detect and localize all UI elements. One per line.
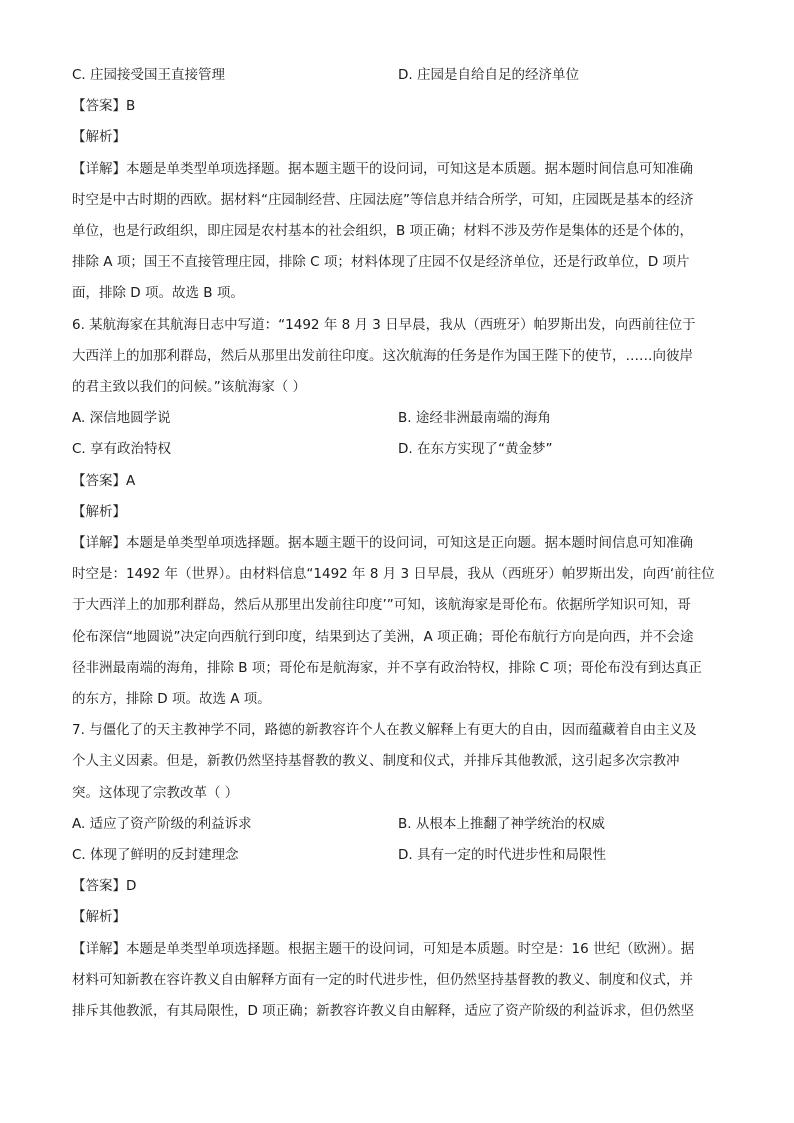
q6-option-b[interactable]: B. 途经非洲最南端的海角 bbox=[398, 410, 551, 427]
q6-stem-line: 6. 某航海家在其航海日志中写道：“1492 年 8 月 3 日早晨，我从（西班牙）帕罗斯出发，向西前往位于 bbox=[72, 316, 696, 333]
q5-explanation-line: 单位，也是行政组织，即庄园是农村基本的社会组织，B 项正确；材料不涉及劳作是集体的还是个体的， bbox=[72, 223, 694, 240]
q6-explanation-line: 的东方，排除 D 项。故选 A 项。 bbox=[72, 691, 271, 708]
q5-explanation-line: 排除 A 项；国王不直接管理庄园，排除 C 项；材料体现了庄园不仅是经济单位，还是行政单位，D 项片 bbox=[72, 254, 690, 271]
q7-options-row-ab bbox=[72, 809, 724, 840]
q5-analysis-label: 【解析】 bbox=[72, 129, 126, 146]
q7-explanation-line: 【详解】本题是单类型单项选择题。根据主题干的设问词，可知是本质题。时空是：16 世纪（欧洲）。据 bbox=[72, 940, 695, 957]
q7-explanation-line: 排斥其他教派，有其局限性，D 项正确；新教容许教义自由解释，适应了资产阶级的利益诉求，但仍然坚 bbox=[72, 1003, 695, 1020]
q6-stem-line: 大西洋上的加那利群岛，然后从那里出发前往印度。这次航海的任务是作为国王陛下的使节，……向彼岸 bbox=[72, 347, 693, 364]
q6-options-row-cd bbox=[72, 434, 724, 465]
q7-options-row-cd bbox=[72, 840, 724, 871]
q6-explanation-line: 径非洲最南端的海角，排除 B 项；哥伦布是航海家，并不享有政治特权，排除 C 项；哥伦布没有到达真正 bbox=[72, 659, 702, 676]
q6-option-d[interactable]: D. 在东方实现了“黄金梦” bbox=[398, 441, 553, 458]
q6-explanation-line: 伦布深信“地圆说”决定向西航行到印度，结果到达了美洲，A 项正确；哥伦布航行方向是向西，并不会途 bbox=[72, 628, 694, 645]
q5-answer: 【答案】B bbox=[72, 98, 136, 115]
q6-analysis-label: 【解析】 bbox=[72, 503, 126, 520]
q7-analysis-label: 【解析】 bbox=[72, 909, 126, 926]
q5-explanation-line: 时空是中古时期的西欧。据材料“庄园制经营、庄园法庭”等信息并结合所学，可知，庄园既是基本的经济 bbox=[72, 191, 694, 208]
q7-option-c[interactable]: C. 体现了鲜明的反封建理念 bbox=[72, 847, 239, 864]
q5-explanation-line: 面，排除 D 项。故选 B 项。 bbox=[72, 285, 244, 302]
q6-stem-line: 的君主致以我们的问候。”该航海家（ ） bbox=[72, 379, 307, 396]
q7-stem-line: 突。这体现了宗教改革（ ） bbox=[72, 784, 239, 801]
q6-option-c[interactable]: C. 享有政治特权 bbox=[72, 441, 172, 458]
q6-explanation-line: 于大西洋上的加那利群岛，然后从那里出发前往印度’”可知，该航海家是哥伦布。依据所学知识可知，哥 bbox=[72, 597, 691, 614]
q7-stem-line: 7. 与僵化了的天主教神学不同，路德的新教容许个人在教义解释上有更大的自由，因而蕴藏着自由主义及 bbox=[72, 722, 697, 739]
q6-explanation-line: 时空是：1492 年（世界）。由材料信息“1492 年 8 月 3 日早晨，我从（西班牙）帕罗斯出发，向西‘前往位 bbox=[72, 566, 715, 583]
q7-option-d[interactable]: D. 具有一定的时代进步性和局限性 bbox=[398, 847, 606, 864]
q6-option-a[interactable]: A. 深信地圆学说 bbox=[72, 410, 171, 427]
q6-options-row-ab bbox=[72, 403, 724, 434]
q7-option-a[interactable]: A. 适应了资产阶级的利益诉求 bbox=[72, 815, 252, 832]
q6-explanation-line: 【详解】本题是单类型单项选择题。据本题主题干的设问词，可知这是正向题。据本题时间信息可知准确 bbox=[72, 535, 693, 552]
q6-answer: 【答案】A bbox=[72, 472, 136, 489]
q7-explanation-line: 材料可知新教在容许教义自由解释方面有一定的时代进步性，但仍然坚持基督教的教义、制度和仪式，并 bbox=[72, 971, 693, 988]
q5-option-d[interactable]: D. 庄园是自给自足的经济单位 bbox=[398, 67, 579, 83]
q5-option-c[interactable]: C. 庄园接受国王直接管理 bbox=[72, 67, 226, 83]
q7-stem-line: 个人主义因素。但是，新教仍然坚持基督教的教义、制度和仪式，并排斥其他教派，这引起多次宗教冲 bbox=[72, 753, 680, 770]
q7-answer: 【答案】D bbox=[72, 878, 137, 895]
q7-option-b[interactable]: B. 从根本上推翻了神学统治的权威 bbox=[398, 815, 605, 832]
q5-explanation-line: 【详解】本题是单类型单项选择题。据本题主题干的设问词，可知这是本质题。据本题时间信息可知准确 bbox=[72, 160, 693, 177]
q5-options-row-cd bbox=[72, 60, 724, 91]
document-page bbox=[72, 60, 724, 1027]
